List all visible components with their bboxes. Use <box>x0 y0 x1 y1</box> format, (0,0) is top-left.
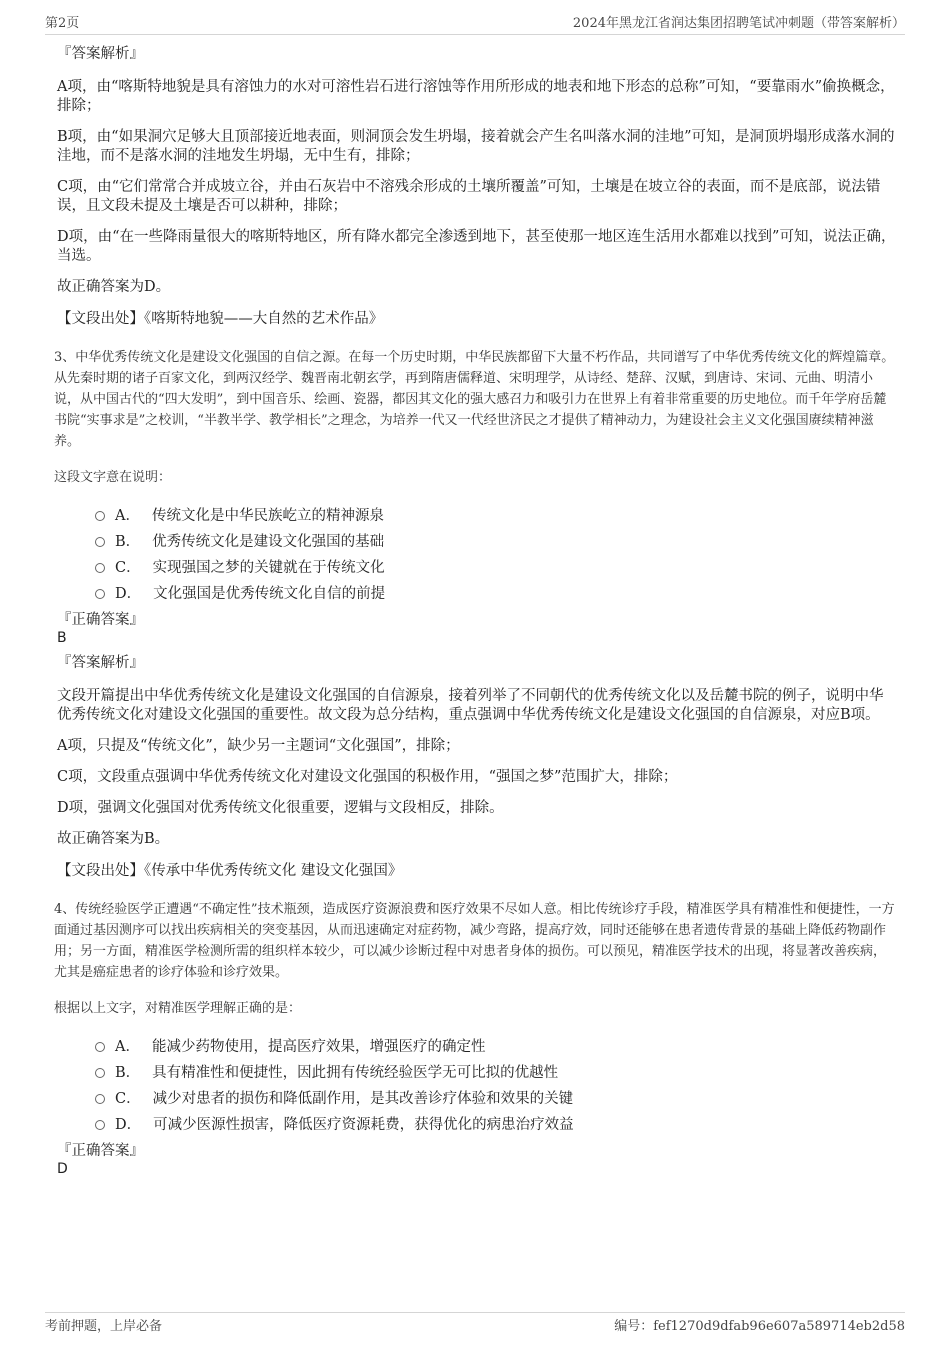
q3-options <box>95 501 897 605</box>
q2-analysis-c: C项，由“它们常常合并成坡立谷，并由石灰岩中不溶残余形成的土壤所覆盖”可知，土壤是在坡立谷的表面，而不是底部，说法错误，且文段未提及土壤是否可以耕种，排除； <box>57 179 881 214</box>
q3-analysis-a: A项，只提及“传统文化”，缺少另一主题词“文化强国”，排除； <box>57 738 460 754</box>
page-footer <box>45 1312 905 1334</box>
q3-option-c[interactable]: C． 实现强国之梦的关键就在于传统文化 <box>95 553 897 579</box>
radio-icon[interactable] <box>95 511 105 521</box>
page-number: 第2页 <box>45 16 80 31</box>
q3-analysis-d: D项，强调文化强国对优秀传统文化很重要，逻辑与文段相反，排除。 <box>57 800 504 816</box>
q2-analysis-b: B项，由“如果洞穴足够大且顶部接近地表面，则洞顶会发生坍塌，接着就会产生名叫落水洞的洼地”可知，是洞顶坍塌形成落水洞的洼地，而不是落水洞的洼地发生坍塌，无中生有，排除； <box>57 129 895 164</box>
radio-icon[interactable] <box>95 1068 105 1078</box>
q3-option-a[interactable]: A． 传统文化是中华民族屹立的精神源泉 <box>95 501 897 527</box>
q3-prompt: 这段文字意在说明： <box>54 470 172 485</box>
footer-slogan: 考前押题，上岸必备 <box>45 1319 163 1334</box>
q2-source: 【文段出处】《喀斯特地貌——大自然的艺术作品》 <box>57 311 384 327</box>
radio-icon[interactable] <box>95 1042 105 1052</box>
q2-analysis-a: A项，由“喀斯特地貌是具有溶蚀力的水对可溶性岩石进行溶蚀等作用所形成的地表和地下形态的总称”可知，“要靠雨水”偷换概念，排除； <box>57 79 895 114</box>
radio-icon[interactable] <box>95 1094 105 1104</box>
q4-option-d[interactable]: D． 可减少医源性损害，降低医疗资源耗费，获得优化的病患治疗效益 <box>95 1110 897 1136</box>
q4-text: 4、传统经验医学正遭遇“不确定性”技术瓶颈，造成医疗资源浪费和医疗效果不尽如人意。相比传统诊疗手段，精准医学具有精准性和便捷性，一方面通过基因测序可以找出疾病相关的突变基因，从而迅速确定对症药物，减少弯路，提高疗效，同时还能够在患者遗传背景的基础上降低药物副作用；另一方面，精准医学检测所需的组织样本较少，可以减少诊断过程中对患者身体的损伤。可以预见，精准医学技术的出现，将显著改善疾病，尤其是癌症患者的诊疗体验和诊疗效果。 <box>54 902 895 980</box>
q3-option-b[interactable]: B． 优秀传统文化是建设文化强国的基础 <box>95 527 897 553</box>
q3-text: 3、中华优秀传统文化是建设文化强国的自信之源。在每一个历史时期，中华民族都留下大量不朽作品，共同谱写了中华优秀传统文化的辉煌篇章。从先秦时期的诸子百家文化，到两汉经学、魏晋南北朝玄学，再到隋唐儒释道、宋明理学，从诗经、楚辞、汉赋，到唐诗、宋词、元曲、明清小说，从中国古代的“四大发明”，到中国音乐、绘画、瓷器，都因其文化的强大感召力和吸引力在世界上有着非常重要的历史地位。而千年学府岳麓书院“实事求是”之校训，“半教半学、教学相长”之理念，为培养一代又一代经世济民之才提供了精神动力，为建设社会主义文化强国赓续精神滋养。 <box>54 350 895 449</box>
document-title: 2024年黑龙江省润达集团招聘笔试冲刺题（带答案解析） <box>572 16 905 31</box>
q4-option-b[interactable]: B． 具有精准性和便捷性，因此拥有传统经验医学无可比拟的优越性 <box>95 1058 897 1084</box>
q3-conclusion: 故正确答案为B。 <box>57 831 170 847</box>
q4-option-a[interactable]: A． 能减少药物使用，提高医疗效果，增强医疗的确定性 <box>95 1032 897 1058</box>
q3-analysis-c: C项，文段重点强调中华优秀传统文化对建设文化强国的积极作用，“强国之梦”范围扩大，排除； <box>57 769 678 785</box>
document-id: 编号：fef1270d9dfab96e607a589714eb2d58 <box>614 1319 905 1334</box>
q4-answer-heading: 『正确答案』 <box>57 1143 144 1159</box>
q4-answer: D <box>57 1161 68 1177</box>
radio-icon[interactable] <box>95 1120 105 1130</box>
page-header <box>45 12 905 35</box>
q2-conclusion: 故正确答案为D。 <box>57 279 171 295</box>
q4-prompt: 根据以上文字，对精准医学理解正确的是： <box>54 1001 302 1016</box>
q3-analysis-heading: 『答案解析』 <box>57 655 144 671</box>
q4-option-c[interactable]: C． 减少对患者的损伤和降低副作用，是其改善诊疗体验和效果的关键 <box>95 1084 897 1110</box>
q2-analysis-heading: 『答案解析』 <box>57 46 144 62</box>
q3-analysis-summary: 文段开篇提出中华优秀传统文化是建设文化强国的自信源泉，接着列举了不同朝代的优秀传统文化以及岳麓书院的例子，说明中华优秀传统文化对建设文化强国的重要性。故文段为总分结构，重点强调中华优秀传统文化是建设文化强国的自信源泉，对应B项。 <box>57 688 884 723</box>
q3-answer: B <box>57 630 67 646</box>
q3-option-d[interactable]: D． 文化强国是优秀传统文化自信的前提 <box>95 579 897 605</box>
page-content <box>54 44 897 1184</box>
q3-answer-heading: 『正确答案』 <box>57 612 144 628</box>
q3-source: 【文段出处】《传承中华优秀传统文化 建设文化强国》 <box>57 863 403 879</box>
radio-icon[interactable] <box>95 589 105 599</box>
radio-icon[interactable] <box>95 537 105 547</box>
radio-icon[interactable] <box>95 563 105 573</box>
q2-analysis-d: D项，由“在一些降雨量很大的喀斯特地区，所有降水都完全渗透到地下，甚至使那一地区连生活用水都难以找到”可知，说法正确，当选。 <box>57 229 896 264</box>
q4-options <box>95 1032 897 1136</box>
